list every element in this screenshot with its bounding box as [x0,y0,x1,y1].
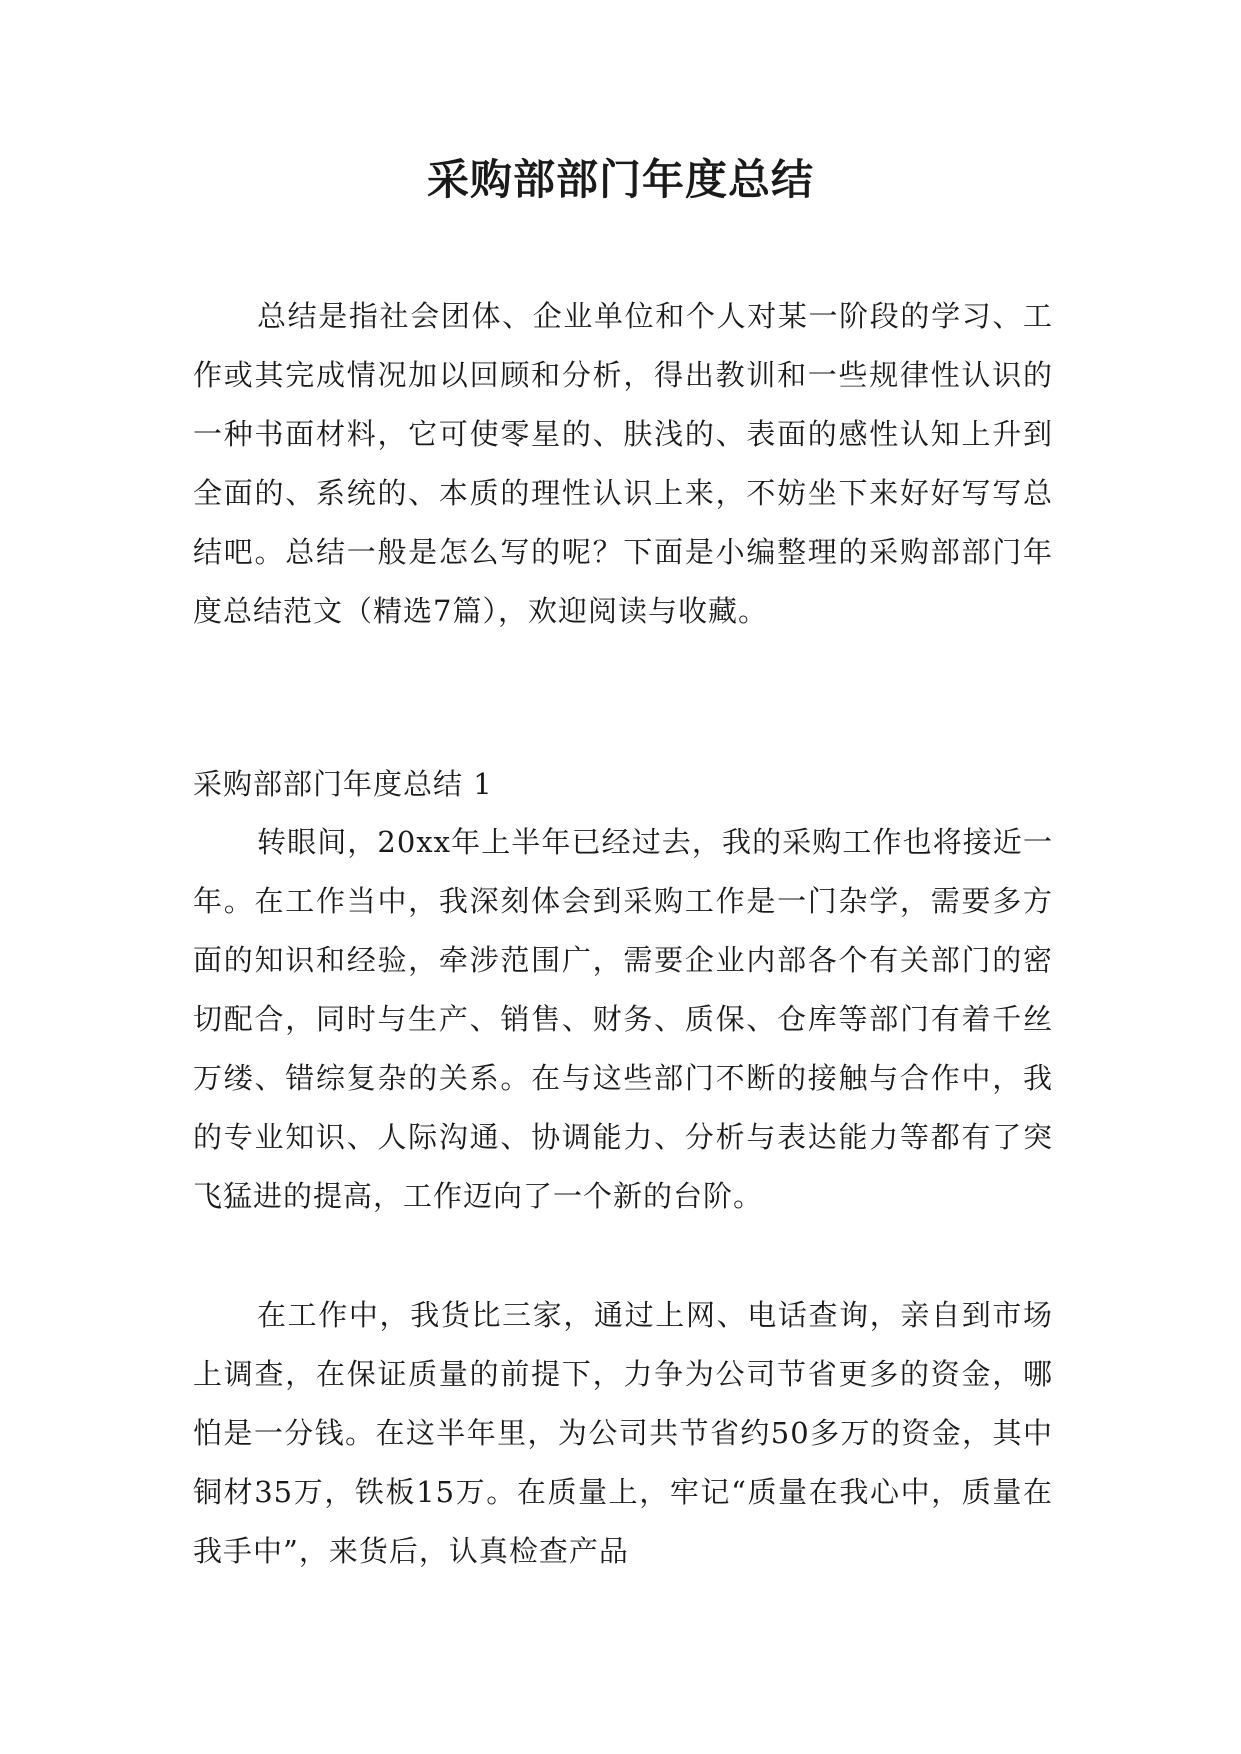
body-paragraph: 在工作中，我货比三家，通过上网、电话查询，亲自到市场上调查，在保证质量的前提下，力争为公司节省更多的资金，哪怕是一分钱。在这半年里，为公司共节省约50多万的资金，其中铜材35万，铁板15万。在质量上，牢记“质量在我心中，质量在我手中”，来货后，认真检查产品 [193,1298,1053,1568]
body-paragraph: 转眼间，20xx年上半年已经过去，我的采购工作也将接近一年。在工作当中，我深刻体会到采购工作是一门杂学，需要多方面的知识和经验，牵涉范围广，需要企业内部各个有关部门的密切配合，同时与生产、销售、财务、质保、仓库等部门有着千丝万缕、错综复杂的关系。在与这些部门不断的接触与合作中，我的专业知识、人际沟通、协调能力、分析与表达能力等都有了突飞猛进的提高，工作迈向了一个新的台阶。 [193,825,1053,1213]
section-heading: 采购部部门年度总结 1 [193,767,493,801]
intro-paragraph: 总结是指社会团体、企业单位和个人对某一阶段的学习、工作或其完成情况加以回顾和分析，得出教训和一些规律性认识的一种书面材料，它可使零星的、肤浅的、表面的感性认知上升到全面的、系统的、本质的理性认识上来，不妨坐下来好好写写总结吧。总结一般是怎么写的呢？下面是小编整理的采购部部门年度总结范文（精选7篇），欢迎阅读与收藏。 [193,299,1053,628]
document-title: 采购部部门年度总结 [426,155,814,204]
